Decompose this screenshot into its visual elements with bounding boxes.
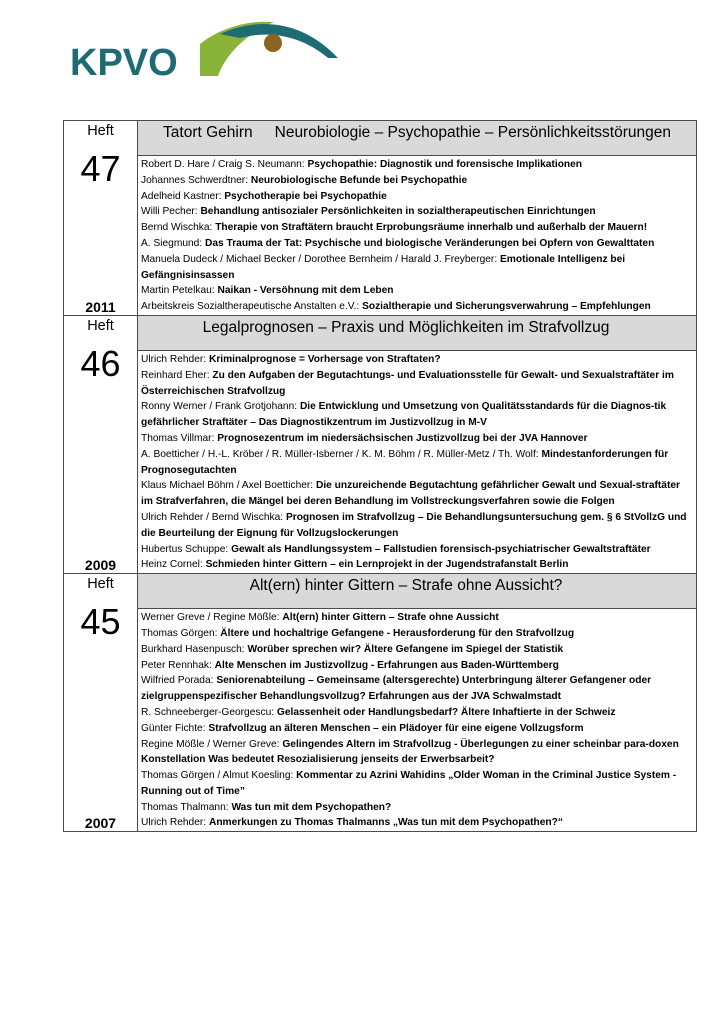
article-entry <box>141 431 693 447</box>
article-title: Kriminalprognose = Vorhersage von Straftaten? <box>208 353 441 365</box>
article-entry <box>141 189 693 205</box>
article-authors: Werner Greve / Regine Mößle: <box>141 612 280 624</box>
article-title: Sozialtherapie und Sicherungsverwahrung – Empfehlungen <box>362 301 651 313</box>
article-authors: Hubertus Schuppe: <box>141 543 229 555</box>
article-authors: A. Boetticher / H.-L. Kröber / R. Müller-Isberner / K. M. Böhm / R. Müller-Metz / Th. Wolf: <box>141 448 539 460</box>
article-entry <box>141 542 693 558</box>
article-authors: Willi Pecher: <box>141 206 198 218</box>
article-entry <box>141 800 693 816</box>
article-entry <box>141 768 693 800</box>
article-title: Gewalt als Handlungssystem – Fallstudien forensisch-psychiatrischer Gewaltstraftäter <box>231 543 651 555</box>
article-title: Therapie von Straftätern braucht Erprobungsräume innerhalb und außerhalb der Mauern! <box>215 222 648 234</box>
article-entry <box>141 815 693 831</box>
article-title: Mindestanforderungen für Prognosegutachten <box>141 448 669 476</box>
article-title: Das Trauma der Tat: Psychische und biologische Veränderungen bei Opfern von Gewalttaten <box>205 237 655 249</box>
article-title: Alt(ern) hinter Gittern – Strafe ohne Aussicht <box>282 612 499 624</box>
article-authors: Günter Fichte: <box>141 722 206 734</box>
article-entry <box>141 626 693 642</box>
issue-articles-row <box>64 350 697 573</box>
article-authors: Adelheid Kastner: <box>141 190 222 202</box>
issue-articles-row <box>64 156 697 316</box>
issue-articles-row <box>64 609 697 832</box>
issue-title-part: Neurobiologie – Psychopathie – Persönlichkeitsstörungen <box>274 124 671 141</box>
article-authors: Peter Rennhak: <box>141 659 212 671</box>
article-title: Behandlung antisozialer Persönlichkeiten in sozialtherapeutischen Einrichtungen <box>200 206 596 218</box>
article-entry <box>141 478 693 510</box>
article-authors: Ulrich Rehder / Bernd Wischka: <box>141 511 284 523</box>
article-entry <box>141 368 693 400</box>
article-title: Alte Menschen im Justizvollzug - Erfahrungen aus Baden-Württemberg <box>214 659 559 671</box>
article-authors: Klaus Michael Böhm / Axel Boetticher: <box>141 480 314 492</box>
article-title: Prognosezentrum im niedersächsischen Justizvollzug bei der JVA Hannover <box>217 432 588 444</box>
heft-label: Heft <box>87 123 114 139</box>
article-entry <box>141 252 693 284</box>
article-entry <box>141 721 693 737</box>
issue-number: 47 <box>80 148 121 189</box>
article-entry <box>141 447 693 479</box>
issue-number-cell <box>64 121 138 316</box>
article-title: Seniorenabteilung – Gemeinsame (altersgerechte) Unterbringung älterer Gefangener oder zielgruppenspezifischer Behandlungsvollzug? Erfahrungen aus der JVA Schwalmstadt <box>141 675 652 703</box>
article-entry <box>141 352 693 368</box>
issue-title <box>138 121 697 156</box>
article-authors: Regine Mößle / Werner Greve: <box>141 738 280 750</box>
article-entry <box>141 705 693 721</box>
article-title: Kommentar zu Azrini Wahidins „Older Woman in the Criminal Justice System - Running out of Time” <box>141 770 677 797</box>
article-authors: Wilfried Porada: <box>141 675 214 687</box>
article-entry <box>141 299 693 315</box>
article-entry <box>141 610 693 626</box>
article-list <box>138 156 697 316</box>
article-authors: Ulrich Rehder: <box>141 817 207 829</box>
issue-number-cell <box>64 574 138 832</box>
article-authors: Reinhard Eher: <box>141 369 210 381</box>
article-authors: Thomas Thalmann: <box>141 801 229 813</box>
issue-title <box>138 315 697 350</box>
article-authors: Burkhard Hasenpusch: <box>141 643 245 655</box>
article-authors: Ronny Werner / Frank Grotjohann: <box>141 401 298 413</box>
article-title: Die Entwicklung und Umsetzung von Qualitätsstandards für die Diagnos-tik gefährlicher Straftäter – Das Diagnostikzentrum im Justizvollzug in M-V <box>141 401 667 429</box>
issue-title-part: Alt(ern) hinter Gittern – Strafe ohne Aussicht? <box>249 577 563 595</box>
article-title: Gelassenheit oder Handlungsbedarf? Ältere Inhaftierte in der Schweiz <box>276 706 616 718</box>
article-authors: Ulrich Rehder: <box>141 353 207 365</box>
article-title: Gelingendes Altern im Strafvollzug - Überlegungen zu einer scheinbar para-doxen Konstellation Was bedeutet Resozialisierung jenseits der Erwerbsarbeit? <box>141 738 679 766</box>
heft-label: Heft <box>87 317 114 334</box>
issue-title <box>138 574 697 609</box>
article-authors: Thomas Görgen / Almut Koesling: <box>141 770 294 782</box>
article-title: Psychotherapie bei Psychopathie <box>224 190 387 202</box>
article-entry <box>141 642 693 658</box>
issue-number: 46 <box>80 342 121 384</box>
article-entry <box>141 204 693 220</box>
article-authors: Manuela Dudeck / Michael Becker / Dorothee Bernheim / Harald J. Freyberger: <box>141 253 498 265</box>
article-entry <box>141 157 693 173</box>
article-authors: Thomas Villmar: <box>141 432 215 444</box>
article-title: Emotionale Intelligenz bei Gefängnisinsassen <box>141 253 626 281</box>
article-title: Was tun mit dem Psychopathen? <box>231 801 392 813</box>
article-title: Prognosen im Strafvollzug – Die Behandlungsuntersuchung gem. § 6 StVollzG und die Beurteilung der Eignung für Vollzugslockerungen <box>141 511 687 539</box>
article-entry <box>141 173 693 189</box>
article-authors: Bernd Wischka: <box>141 222 213 234</box>
issue-header-row <box>64 315 697 350</box>
article-entry <box>141 673 693 705</box>
article-title: Schmieden hinter Gittern – ein Lernprojekt in der Jugendstrafanstalt Berlin <box>205 559 569 571</box>
article-list <box>138 609 697 832</box>
article-authors: Arbeitskreis Sozialtherapeutische Anstalten e.V.: <box>141 301 360 313</box>
issue-number-cell <box>64 315 138 573</box>
article-entry <box>141 557 693 573</box>
issues-table <box>63 120 697 832</box>
article-title: Neurobiologische Befunde bei Psychopathie <box>250 174 468 186</box>
issue-year: 2007 <box>84 815 117 832</box>
article-title: Zu den Aufgaben der Begutachtungs- und Evaluationsstelle für Gewalt- und Sexualstraftäter im Österreichischen Strafvollzug <box>141 369 674 397</box>
issue-number: 45 <box>80 601 121 643</box>
article-title: Psychopathie: Diagnostik und forensische Implikationen <box>307 159 583 170</box>
article-title: Die unzureichende Begutachtung gefährlicher Gewalt und Sexual-straftäter im Strafverfahren, die Mängel bei deren Behandlung im Vollstreckungsverfahren sowie die Folgen <box>141 480 680 508</box>
issue-header-row <box>64 574 697 609</box>
heft-label: Heft <box>87 576 114 593</box>
issue-header-row <box>64 121 697 156</box>
issue-year: 2011 <box>85 298 116 315</box>
article-authors: Martin Petelkau: <box>141 285 215 297</box>
article-entry <box>141 658 693 674</box>
article-title: Naikan - Versöhnung mit dem Leben <box>217 285 394 297</box>
article-authors: Heinz Cornel: <box>141 559 203 571</box>
issue-title-part: Tatort Gehirn <box>163 124 253 141</box>
logo-text: KPVO <box>70 42 178 84</box>
article-entry <box>141 236 693 252</box>
article-entry <box>141 510 693 542</box>
article-authors: A. Siegmund: <box>141 237 203 249</box>
article-entry <box>141 220 693 236</box>
article-entry <box>141 283 693 299</box>
issue-title-part: Legalprognosen – Praxis und Möglichkeiten im Strafvollzug <box>202 318 610 336</box>
article-title: Strafvollzug an älteren Menschen – ein Plädoyer für eine eigene Vollzugsform <box>208 722 584 734</box>
article-authors: Thomas Görgen: <box>141 627 218 639</box>
logo-dot <box>264 34 282 52</box>
article-authors: R. Schneeberger-Georgescu: <box>141 706 275 718</box>
article-entry <box>141 399 693 431</box>
article-title: Anmerkungen zu Thomas Thalmanns „Was tun mit dem Psychopathen?“ <box>208 817 563 829</box>
article-entry <box>141 737 693 769</box>
issue-year: 2009 <box>84 557 117 574</box>
article-title: Worüber sprechen wir? Ältere Gefangene im Spiegel der Statistik <box>247 643 564 655</box>
article-list <box>138 350 697 573</box>
article-authors: Robert D. Hare / Craig S. Neumann: <box>141 159 305 170</box>
article-title: Ältere und hochaltrige Gefangene - Herausforderung für den Strafvollzug <box>220 627 575 639</box>
article-authors: Johannes Schwerdtner: <box>141 174 249 186</box>
